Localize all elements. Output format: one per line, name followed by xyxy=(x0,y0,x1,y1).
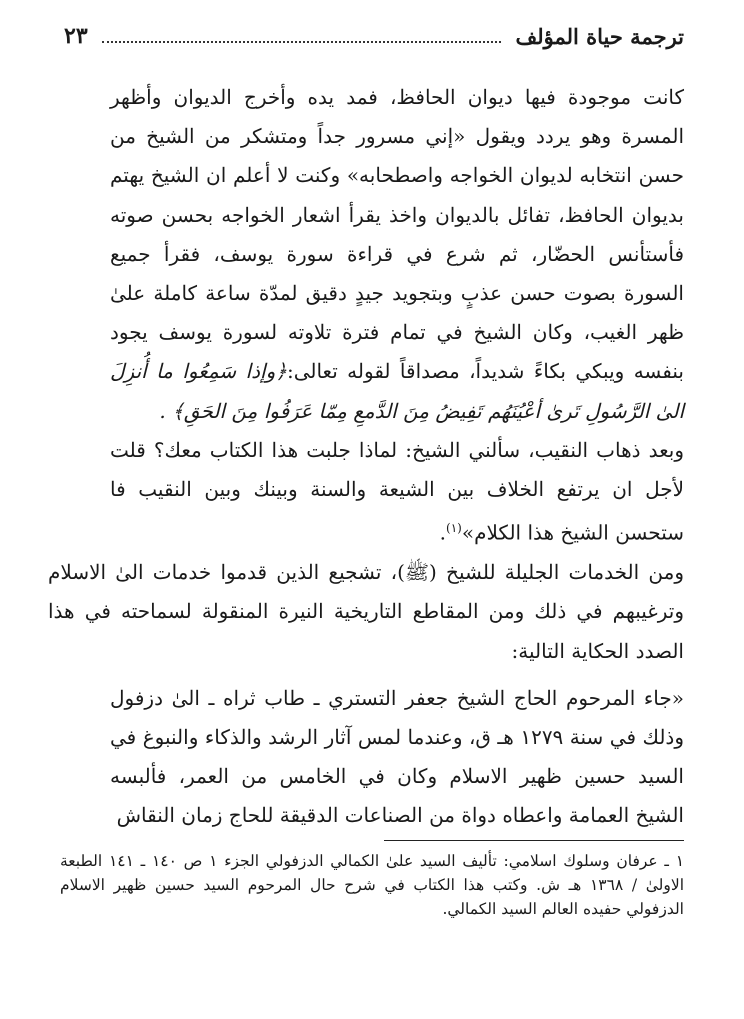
footnote-reference: (١) xyxy=(446,521,462,536)
quran-verse: ﴿وإذا سَمِعُوا ما أُنزِلَ الىٰ الرَّسُولِ تَرىٰ أعْيُنَهُم تَفِيضُ مِنَ الدَّمعِ مِمّا عَرَفُوا مِنَ الحَقِ﴾ . xyxy=(110,359,684,423)
main-text xyxy=(48,78,684,836)
footnotes xyxy=(60,840,684,921)
header-dotted-leader xyxy=(102,41,502,43)
footnote-text: ١ ـ عرفان وسلوك اسلامي: تأليف السيد علىٰ الكمالي الدزفولي الجزء ١ ص ١٤٠ ـ ١٤١ الطبعة الاولىٰ / ١٣٦٨ هـ ش. وكتب هذا الكتاب في شرح حال المرحوم السيد حسين ظهير الاسلام الدزفولي حفيده العالم السيد الكمالي. xyxy=(60,852,685,918)
paragraph xyxy=(110,78,684,431)
paragraph: «جاء المرحوم الحاج الشيخ جعفر التستري ـ طاب ثراه ـ الىٰ دزفول وذلك في سنة ١٢٧٩ هـ ق، وعندما لمس آثار الرشد والذكاء والنبوغ في السيد حسين ظهير الاسلام وكان في الخامس من العمر، فألبسه الشيخ العمامة واعطاه دواة من الصناعات الدقيقة للحاج زمان النقاش xyxy=(110,685,684,828)
running-title: ترجمة حياة المؤلف xyxy=(515,23,684,49)
running-header xyxy=(64,18,684,54)
paragraph: ومن الخدمات الجليلة للشيخ (ﷺ)، تشجيع الذين قدموا خدمات الىٰ الاسلام وترغيبهم في ذلك ومن المقاطع التاريخية النيرة المنقولة لسماحته في هذا الصدد الحكاية التالية: xyxy=(48,560,684,663)
footnote-rule xyxy=(384,840,684,841)
paragraph-text: وبعد ذهاب النقيب، سألني الشيخ: لماذا جلبت هذا الكتاب معك؟ قلت لأجل ان يرتفع الخلاف بين الشيعة والسنة وبينك وبين النقيب فا ستحسن الشيخ هذا الكلام» xyxy=(110,437,684,545)
paragraph-text: كانت موجودة فيها ديوان الحافظ، فمد يده وأخرج الديوان وأظهر المسرة وهو يردد ويقول «إني مسرور جداً ومتشكر من الشيخ من حسن انتخابه لديوان الخواجه واصطحابه» وكنت لا أعلم ان الشيخ يهتم بديوان الحافظ، تفائل بالديوان واخذ يقرأ اشعار الخواجه بحسن صوته فأستأنس الحضّار، ثم شرع في قراءة سورة يوسف، فقرأ جميع السورة بصوت حسن عذبٍ وبتجويد جيدٍ دقيق لمدّة ساعة كاملة علىٰ ظهر الغيب، وكان الشيخ في تمام فترة تلاوته لسورة يوسف يجود بنفسه ويبكي بكاءً شديداً، مصداقاً لقوله تعالى: xyxy=(110,85,684,384)
paragraph: وبعد ذهاب النقيب، سألني الشيخ: لماذا جلبت هذا الكتاب معك؟ قلت لأجل ان يرتفع الخلاف بين الشيعة والسنة وبينك وبين النقيب فا ستحسن الشيخ هذا الكلام»$^{(١)}$. xyxy=(110,437,684,545)
page-number: ٢٣ xyxy=(64,23,88,49)
